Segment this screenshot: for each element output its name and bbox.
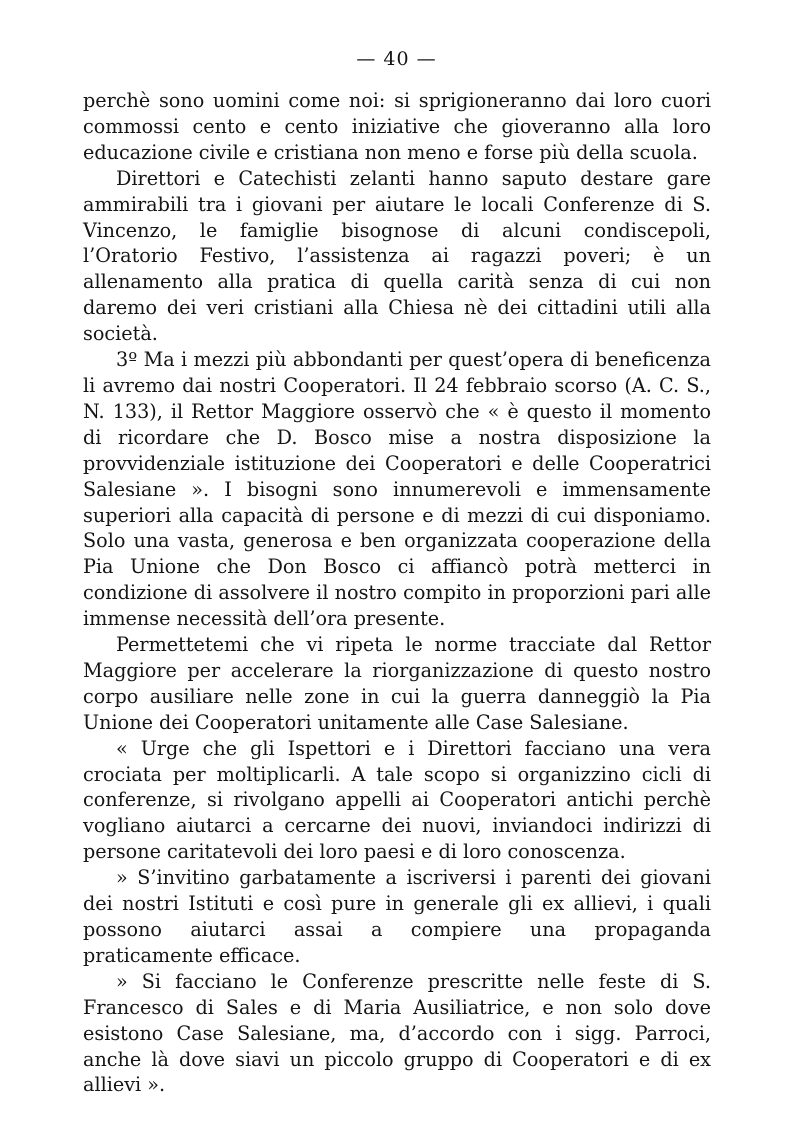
paragraph-5: « Urge che gli Ispettori e i Direttori facciano una vera crociata per moltiplicarli. A tale scopo si organizzino cicli di conferenze, si rivolgano appelli ai Cooperatori antichi perchè vogliano aiutarci a cercarne dei nuovi, inviandoci indirizzi di persone caritatevoli dei loro paesi e di loro conoscenza. <box>83 736 711 864</box>
paragraph-3: 3º Ma i mezzi più abbondanti per quest’opera di beneficenza li avremo dai nostri Cooperatori. Il 24 febbraio scorso (A. C. S., N. 133), il Rettor Maggiore osservò che « è questo il momento di ricordare che D. Bosco mise a nostra disposizione la provvidenziale istituzione dei Cooperatori e delle Cooperatrici Salesiane ». I bisogni sono innumerevoli e immensamente superiori alla capacità di persone e di mezzi di cui disponiamo. Solo una vasta, generosa e ben organizzata cooperazione della Pia Unione che Don Bosco ci affiancò potrà metterci in condizione di assolvere il nostro compito in proporzioni pari alle immense necessità dell’ora presente. <box>83 348 711 631</box>
paragraph-2: Direttori e Catechisti zelanti hanno saputo destare gare ammirabili tra i giovani per aiutare le locali Conferenze di S. Vincenzo, le famiglie bisognose di alcuni condiscepoli, l’Oratorio Festivo, l’assistenza ai ragazzi poveri; è un allenamento alla pratica di quella carità senza di cui non daremo dei veri cristiani alla Chiesa nè dei cittadini utili alla società. <box>83 166 711 346</box>
paragraph-6: » S’invitino garbatamente a iscriversi i parenti dei giovani dei nostri Istituti e così pure in generale gli ex allievi, i quali possono aiutarci assai a compiere una propaganda praticamente efficace. <box>83 866 711 967</box>
paragraph-1: perchè sono uomini come noi: si sprigioneranno dai loro cuori commossi cento e cento iniziative che gioveranno alla loro educazione civile e cristiana non meno e forse più della scuola. <box>83 89 711 164</box>
paragraph-7: » Si facciano le Conferenze prescritte nelle feste di S. Francesco di Sales e di Maria Ausiliatrice, e non solo dove esistono Case Salesiane, ma, d’accordo con i sigg. Parroci, anche là dove siavi un piccolo gruppo di Cooperatori e di ex allievi ». <box>83 969 711 1097</box>
paragraph-4: Permettetemi che vi ripeta le norme tracciate dal Rettor Maggiore per accelerare la riorganizzazione di questo nostro corpo ausiliare nelle zone in cui la guerra danneggiò la Pia Unione dei Cooperatori unitamente alle Case Salesiane. <box>83 633 711 734</box>
page-number: — 40 — <box>356 48 437 70</box>
body-text <box>83 88 711 1098</box>
